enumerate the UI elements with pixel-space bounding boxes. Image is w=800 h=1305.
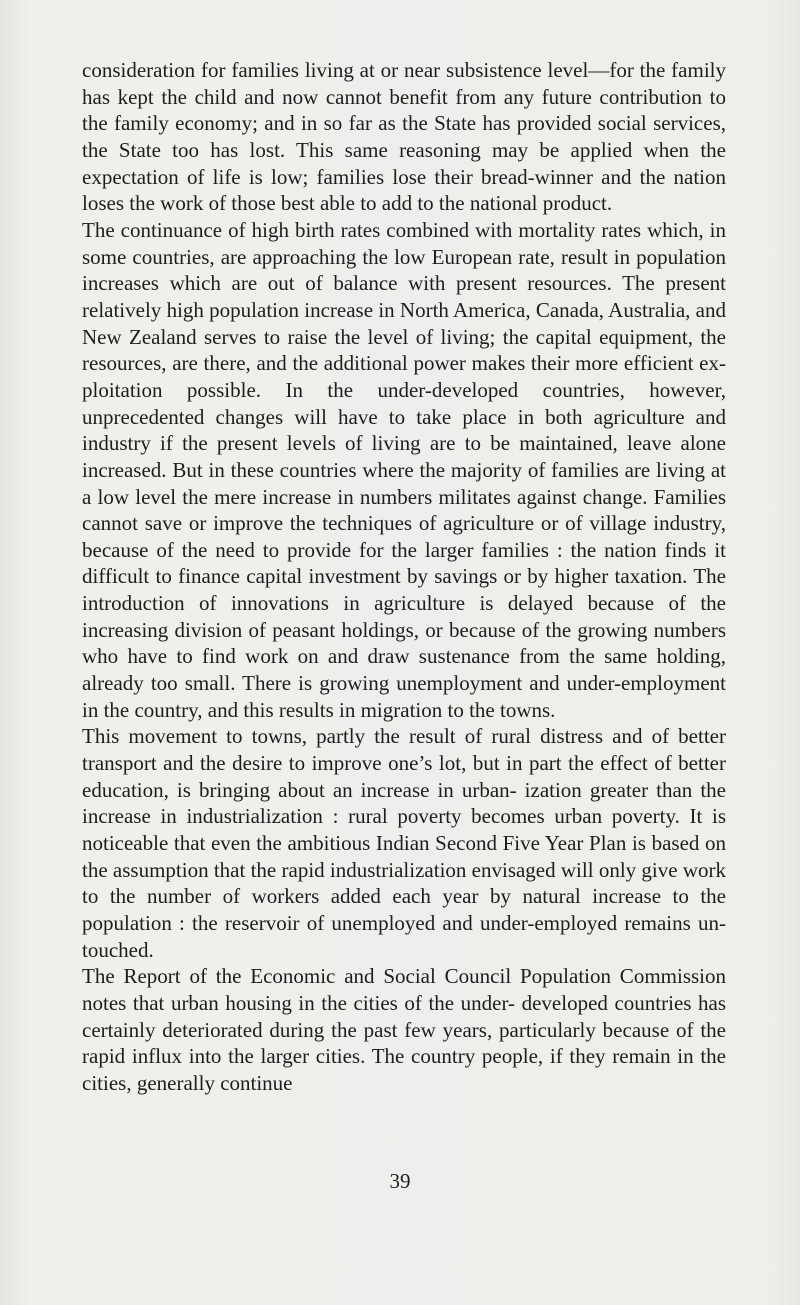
paragraph-1: consideration for families living at or near subsistence level—for the family has kept the child and now cannot benefit from any future contribution to the family economy; and in so far as the State has provided social services, the State too has lost. This same reasoning may be applied when the expectation of life is low; families lose their bread-winner and the nation loses the work of those best able to add to the national product. <box>82 58 726 216</box>
paragraph-3: This movement to towns, partly the result of rural distress and of better transport and the desire to improve one’s lot, but in part the effect of better education, is bringing about an increase in urban- ization greater than the increase in industrialization : rural poverty becomes urban poverty. It is noticeable that even the ambitious Indian Second Five Year Plan is based on the assumption that the rapid industrialization envisaged will only give work to the number of workers added each year by natural increase to the population : the reservoir of unemployed and under-employed remains un- touched. <box>82 724 726 962</box>
body-text <box>82 57 726 1097</box>
paragraph-4: The Report of the Economic and Social Council Population Commission notes that urban housing in the cities of the under- developed countries has certainly deteriorated during the past few years, particularly because of the rapid influx into the larger cities. The country people, if they remain in the cities, generally continue <box>82 964 726 1095</box>
paragraph-2: The continuance of high birth rates combined with mortality rates which, in some countries, are approaching the low European rate, result in population increases which are out of balance with present resources. The present relatively high population increase in North America, Canada, Australia, and New Zealand serves to raise the level of living; the capital equipment, the resources, are there, and the additional power makes their more efficient ex- ploitation possible. In the under-developed countries, however, unprecedented changes will have to take place in both agriculture and industry if the present levels of living are to be maintained, leave alone increased. But in these countries where the majority of families are living at a low level the mere increase in numbers militates against change. Families cannot save or improve the techniques of agriculture or of village industry, because of the need to provide for the larger families : the nation finds it difficult to finance capital investment by savings or by higher taxation. The introduction of innovations in agriculture is delayed because of the increasing division of peasant holdings, or because of the growing numbers who have to find work on and draw sustenance from the same holding, already too small. There is growing unemployment and under-employment in the country, and this results in migration to the towns. <box>82 217 726 722</box>
page-number: 39 <box>389 1169 411 1193</box>
